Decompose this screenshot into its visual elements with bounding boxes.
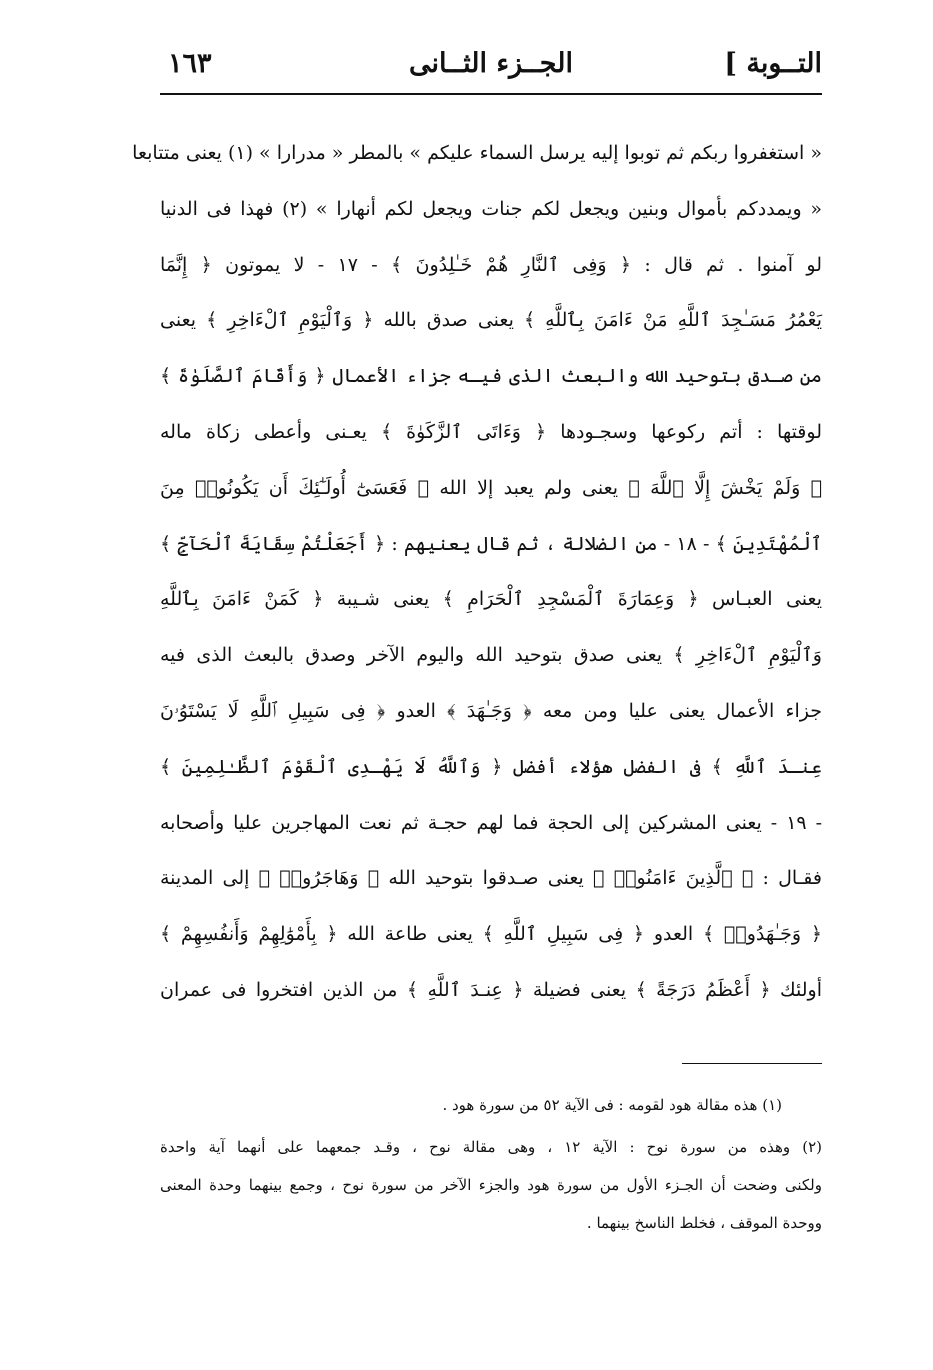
header-rule bbox=[160, 93, 822, 95]
text-line: لو آمنوا . ثم قال : ﴿ وَفِى ٱلنَّارِ هُمْ خَـٰلِدُونَ ﴾ - ١٧ - لا يموتون ﴿ إِنَّمَا bbox=[160, 253, 822, 276]
text-line: ﴿ وَجَـٰهَدُوا۟ ﴾ العدو ﴿ فِى سَبِيلِ ٱللَّهِ ﴾ يعنى طاعة الله ﴿ بِأَمْوَٰلِهِمْ وَأَنفُسِهِمْ ﴾ bbox=[160, 923, 822, 946]
page-header bbox=[160, 42, 822, 90]
footnote-2-cont: ولكنى وضحت أن الجـزء الأول من سورة هود والجزء الآخر من سورة نوح ، وجمع بينهما وحدة المعنى bbox=[160, 1176, 822, 1194]
text-line: - ١٩ - يعنى المشركين إلى الحجة فما لهم حجـة ثم نعت المهاجرين عليا وأصحابه bbox=[160, 811, 822, 834]
footnote-separator bbox=[682, 1063, 822, 1064]
text-line: « استغفروا ربكم ثم توبوا إليه يرسل السماء عليكم » بالمطر « مدرارا » (١) يعنى متتابعا bbox=[132, 142, 822, 164]
page-number: ١٦٣ bbox=[168, 48, 212, 79]
chapter-title: التــوبة ] bbox=[724, 48, 822, 79]
text-line: عِنـدَ ٱللَّهِ ﴾ فى الفضل هؤلاء أفضل ﴿ وَٱللَّهُ لَا يَهْـدِى ٱلْقَوْمَ ٱلظَّـٰلِمِينَ ﴾ bbox=[160, 755, 822, 778]
text-line: فقـال : ﴿ ٱلَّذِينَ ءَامَنُوا۟ ﴾ يعنى صـدقوا بتوحيد الله ﴿ وَهَاجَرُوا۟ ﴾ إلى المدينة bbox=[160, 867, 822, 890]
footnotes bbox=[160, 1086, 822, 1242]
text-line: ﴿ وَلَمْ يَخْشَ إِلَّا ٱللَّهَ ﴾ يعنى ولم يعبد إلا الله ﴿ فَعَسَىٰٓ أُولَـٰٓئِكَ أَن يَكُونُوا۟ مِنَ bbox=[160, 476, 822, 499]
main-text bbox=[132, 126, 823, 1019]
footnote-1: (١) هذه مقالة هود لقومه : فى الآية ٥٢ من سورة هود . bbox=[442, 1096, 782, 1114]
text-line: « ويمددكم بأموال وبنين ويجعل لكم جنات ويجعل لكم أنهارا » (٢) فهذا فى الدنيا bbox=[160, 197, 822, 220]
text-line: يَعْمُرُ مَسَـٰجِدَ ٱللَّهِ مَنْ ءَامَنَ بِٱللَّهِ ﴾ يعنى صدق بالله ﴿ وَٱلْيَوْمِ ٱلْءَاخِرِ ﴾ يعنى bbox=[160, 309, 822, 332]
text-line: جزاء الأعمال يعنى عليا ومن معه ﴿ وَجَـٰهَدَ ﴾ العدو ﴿ فِى سَبِيلِ ٱللَّهِ لَا يَسْتَوُۥنَ bbox=[160, 699, 822, 722]
footnote-2: (٢) وهذه من سورة نوح : الآية ١٢ ، وهى مقالة نوح ، وقـد جمعهما على أنهما آية واحدة bbox=[160, 1138, 822, 1156]
footnote-2-end: ووحدة الموقف ، فخلط الناسخ بينهما . bbox=[586, 1214, 822, 1232]
text-line: وَٱلْيَوْمِ ٱلْءَاخِرِ ﴾ يعنى صدق بتوحيد الله واليوم الآخر وصدق بالبعث الذى فيه bbox=[160, 644, 822, 667]
text-line: لوقتها : أتم ركوعها وسجـودها ﴿ وَءَاتَى ٱلزَّكَوٰةَ ﴾ يعـنى وأعطى زكاة ماله bbox=[160, 420, 822, 443]
text-line: يعنى العبـاس ﴿ وَعِمَارَةَ ٱلْمَسْجِدِ ٱلْحَرَامِ ﴾ يعنى شـيبة ﴿ كَمَنْ ءَامَنَ بِٱللَّهِ bbox=[160, 588, 822, 611]
part-title: الجــزء الثــانى bbox=[409, 48, 573, 79]
text-line: أولئك ﴿ أَعْظَمُ دَرَجَةً ﴾ يعنى فضيلة ﴿ عِنـدَ ٱللَّهِ ﴾ من الذين افتخروا فى عمران bbox=[160, 978, 822, 1001]
text-line: ٱلْمُهْتَدِينَ ﴾ - ١٨ - من الضلالة ، ثم قال يعنيهم : ﴿ أَجَعَلْتُمْ سِقَايَةَ ٱلْحَآجِّ ﴾ bbox=[160, 532, 823, 555]
text-line: من صـدق بتوحيد الله والبعث الذى فيـه جزاء الأعمال ﴿ وَأَقَامَ ٱلصَّلَوٰةَ ﴾ bbox=[160, 365, 822, 388]
